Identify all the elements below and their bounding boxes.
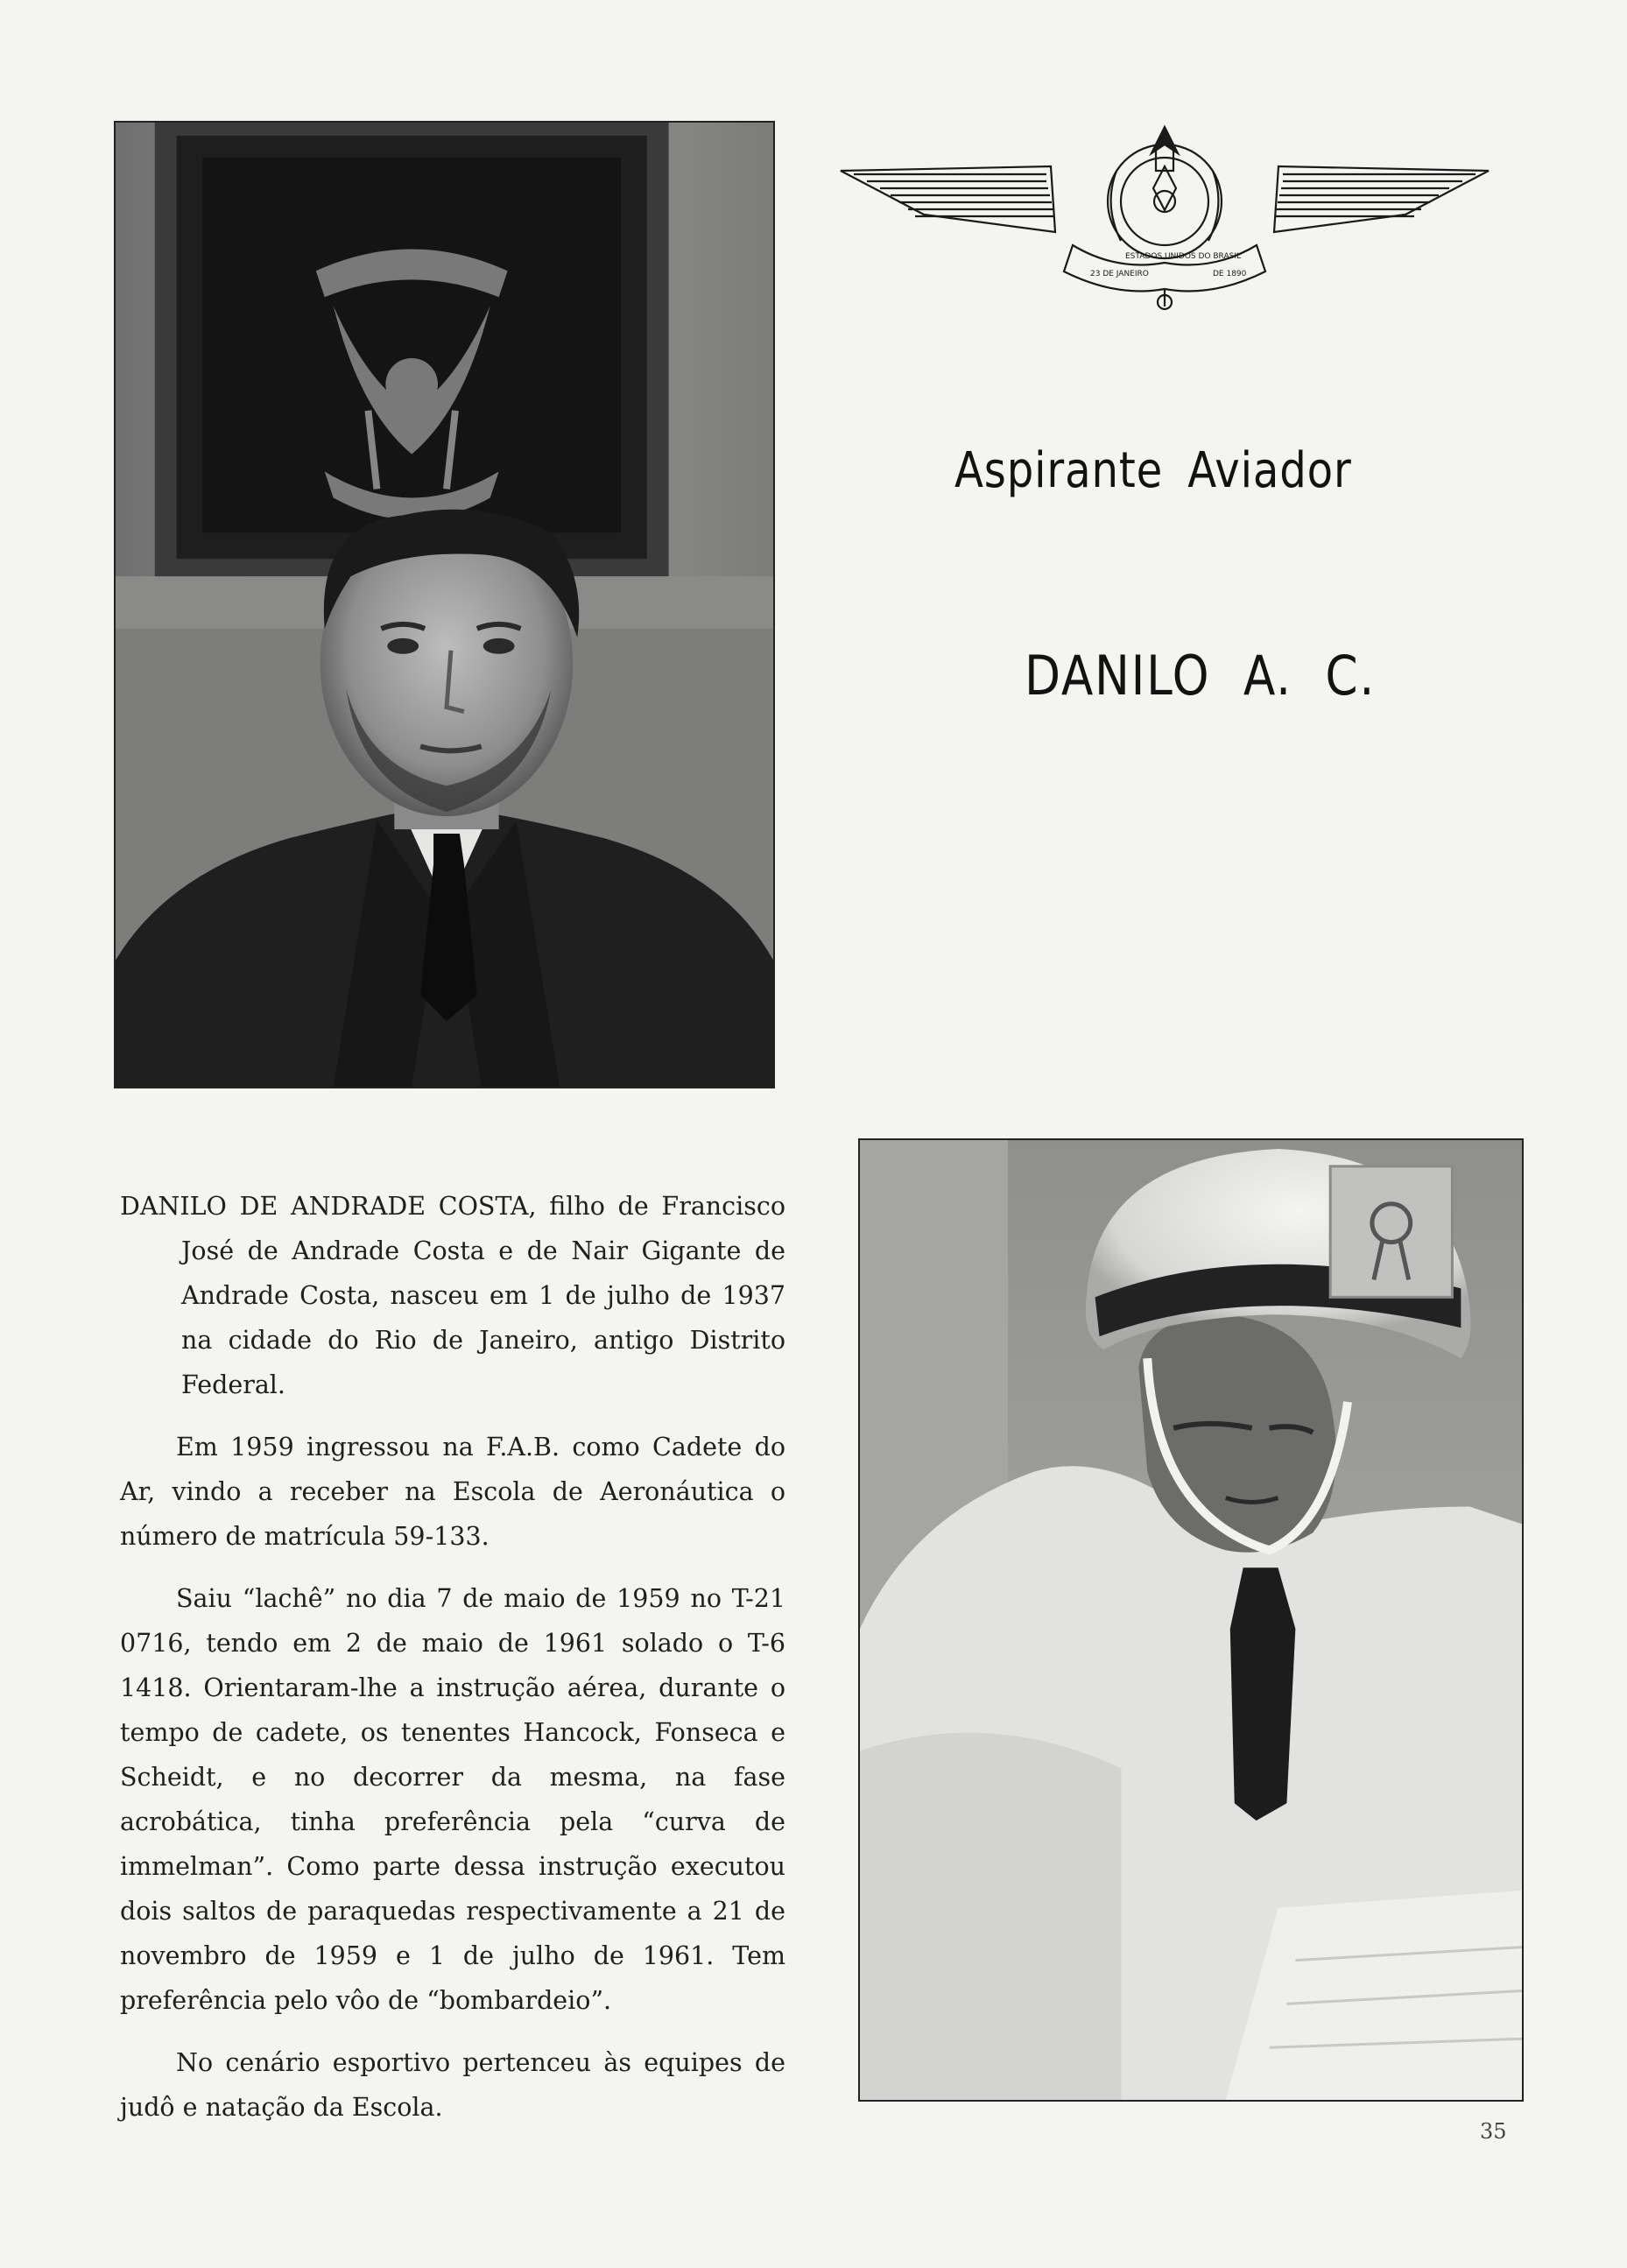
helmet-photo-image xyxy=(860,1140,1522,2100)
page-number: 35 xyxy=(1480,2119,1507,2144)
wings-emblem-icon xyxy=(828,118,1502,315)
air-force-wings-emblem xyxy=(828,118,1502,315)
portrait-photo xyxy=(114,121,775,1088)
helmet-photo xyxy=(858,1138,1524,2102)
bio-paragraph-4: No cenário esportivo pertenceu às equipes de judô e natação da Escola. xyxy=(120,2048,785,2122)
bio-paragraph-1: DANILO DE ANDRADE COSTA, filho de Francisco José de Andrade Costa e de Nair Gigante de Andrade Costa, nasceu em 1 de julho de 1937 na cidade do Rio de Janeiro, antigo Distrito Federal. xyxy=(120,1192,785,1399)
ribbon-left-text: 23 DE JANEIRO xyxy=(1090,270,1149,278)
portrait-photo-image xyxy=(116,123,773,1087)
biography-text xyxy=(120,1184,785,2147)
bio-paragraph-2: Em 1959 ingressou na F.A.B. como Cadete do Ar, vindo a receber na Escola de Aeronáutica o número de matrícula 59-133. xyxy=(120,1433,785,1551)
rank-title: Aspirante Aviador xyxy=(954,442,1352,499)
cadet-name-title: DANILO A. C. xyxy=(1025,644,1377,708)
ribbon-right-text: DE 1890 xyxy=(1213,270,1247,278)
ribbon-center-text: ESTADOS UNIDOS DO BRASIL xyxy=(1125,252,1241,261)
bio-paragraph-3: Saiu “lachê” no dia 7 de maio de 1959 no T-21 0716, tendo em 2 de maio de 1961 solado o T-6 1418. Orientaram-lhe a instrução aérea, durante o tempo de cadete, os tenentes Hancock, Fonseca e Scheidt, e no decorrer da mesma, na fase acrobática, tinha preferência pela “curva de immelman”. Como parte dessa instrução executou dois saltos de paraquedas respectivamente a 21 de novembro de 1959 e 1 de julho de 1961. Tem preferência pelo vôo de “bombardeio”. xyxy=(120,1584,785,2015)
